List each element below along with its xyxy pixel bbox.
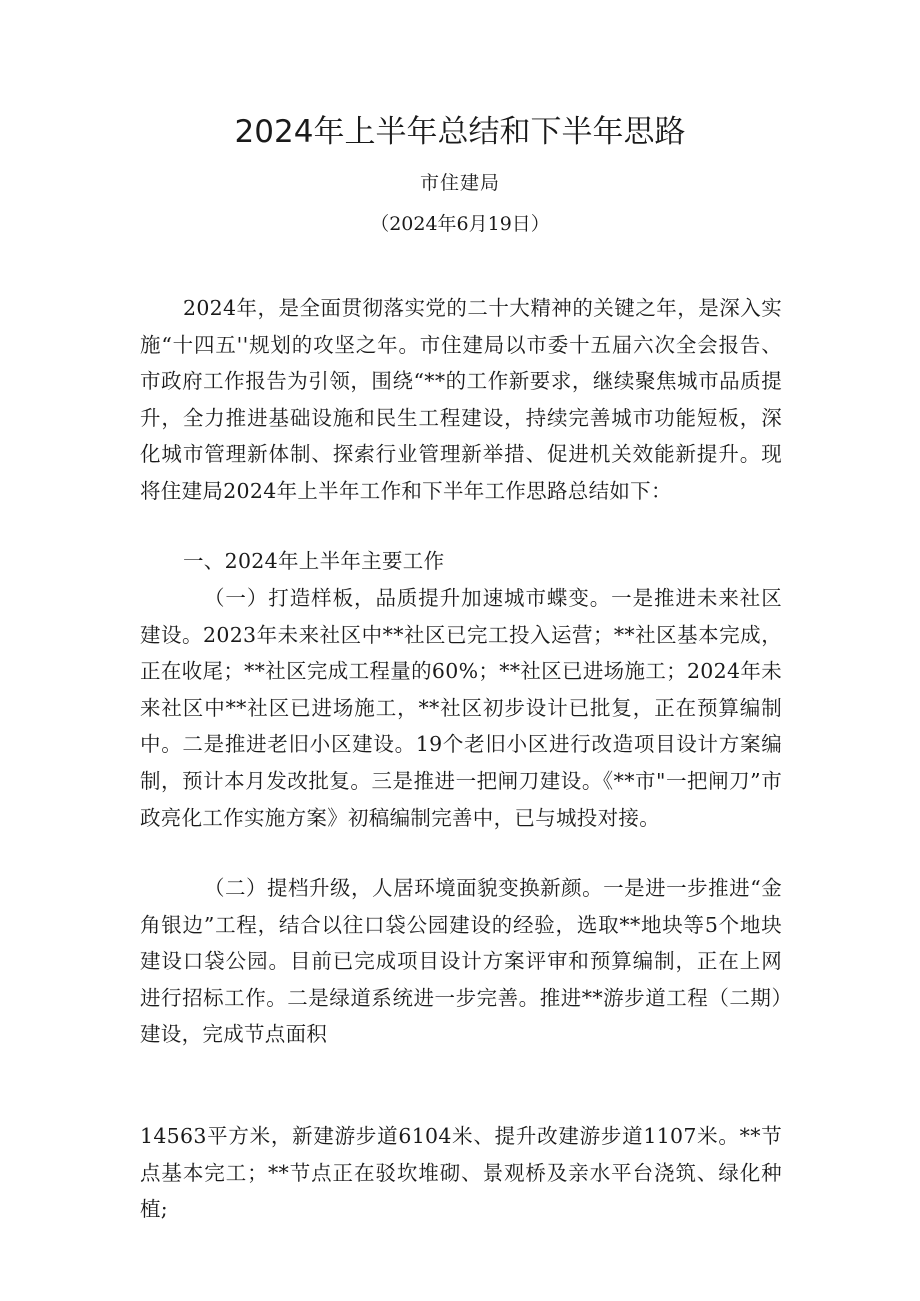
intro-paragraph: 2024年，是全面贯彻落实党的二十大精神的关键之年，是深入实施“十四五''规划的攻坚之年。市住建局以市委十五届六次全会报告、市政府工作报告为引领，围绕“**的工作新要求，继续聚焦城市品质提升，全力推进基础设施和民生工程建设，持续完善城市功能短板，深化城市管理新体制、探索行业管理新举措、促进机关效能新提升。现将住建局2024年上半年工作和下半年工作思路总结如下： bbox=[140, 296, 782, 503]
section-heading: 一、2024年上半年主要工作 bbox=[183, 549, 445, 573]
issuing-organization: 市住建局 bbox=[419, 172, 500, 194]
continuation-paragraph: 14563平方米，新建游步道6104米、提升改建游步道1107米。**节点基本完工；**节点正在驳坎堆砌、景观桥及亲水平台浇筑、绿化种植; bbox=[140, 1124, 782, 1222]
document-title: 2024年上半年总结和下半年思路 bbox=[234, 114, 686, 150]
item-two-paragraph: （二）提档升级，人居环境面貌变换新颜。一是进一步推进“金角银边”工程，结合以往口袋公园建设的经验，选取**地块等5个地块建设口袋公园。目前已完成项目设计方案评审和预算编制，正在上网进行招标工作。二是绿道系统进一步完善。推进**游步道工程（二期）建设，完成节点面积 bbox=[140, 876, 782, 1047]
document-date: （2024年6月19日） bbox=[370, 213, 550, 235]
item-one-paragraph: （一）打造样板，品质提升加速城市蝶变。一是推进未来社区建设。2023年未来社区中**社区已完工投入运营；**社区基本完成，正在收尾；**社区完成工程量的60%；**社区已进场施工；2024年未来社区中**社区已进场施工，**社区初步设计已批复，正在预算编制中。二是推进老旧小区建设。19个老旧小区进行改造项目设计方案编制，预计本月发改批复。三是推进一把闸刀建设。《**市"一把闸刀”市政亮化工作实施方案》初稿编制完善中，已与城投对接。 bbox=[140, 586, 782, 830]
